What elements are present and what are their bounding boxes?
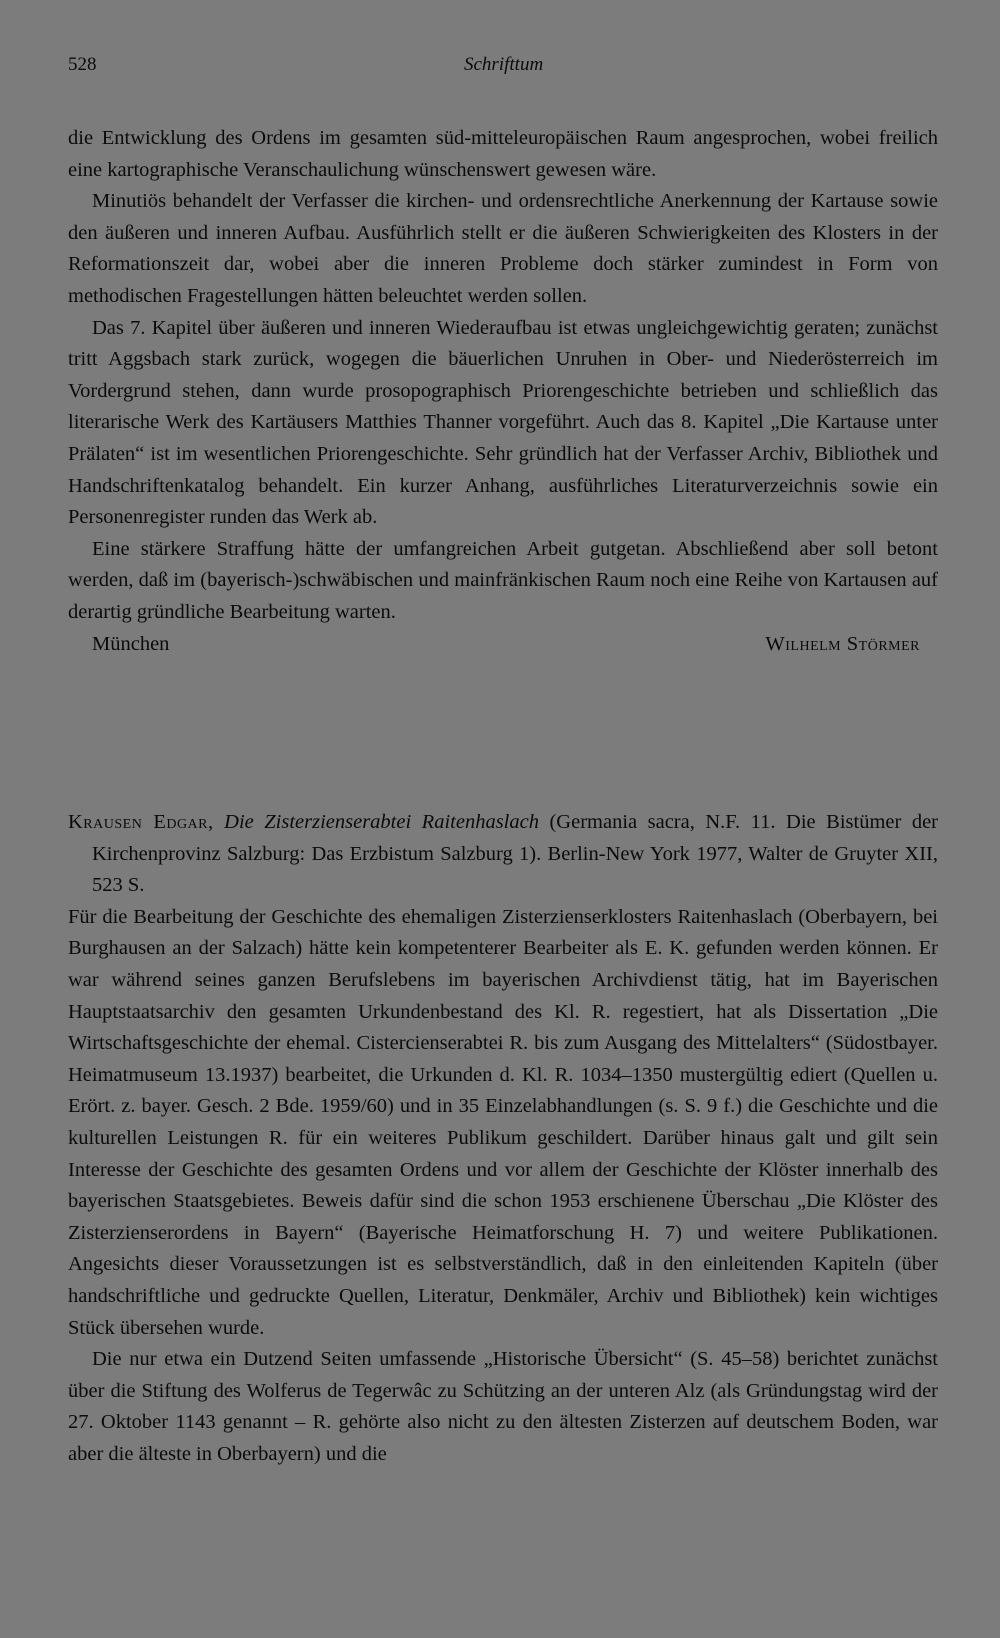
review-stoermer: [68, 123, 938, 660]
paragraph: Eine stärkere Straffung hätte der umfangreichen Arbeit gutgetan. Abschließend aber soll betont werden, daß im (bayerisch-)schwäbischen und mainfränkischen Raum noch eine Reihe von Kartausen auf derartig gründliche Bearbeitung warten.: [68, 537, 938, 623]
bibliographic-entry: [68, 807, 938, 902]
running-title: Schrifttum: [464, 54, 544, 75]
review-krausen: [68, 807, 938, 1470]
review-signature: [68, 629, 938, 661]
book-author: Krausen Edgar,: [68, 811, 214, 833]
paragraph: Minutiös behandelt der Verfasser die kirchen- und ordensrechtliche Anerkennung der Kartause sowie den äußeren und inneren Aufbau. Ausführlich stellt er die äußeren Schwierigkeiten des Klosters in der Reformationszeit dar, wobei aber die inneren Probleme doch stärker zumindest in Form von methodischen Fragestellungen hätten beleuchtet werden sollen.: [68, 190, 938, 307]
book-citation: (Germania sacra, N.F. 11. Die Bistümer der Kirchenprovinz Salzburg: Das Erzbistum Salzburg 1). Berlin-New York 1977, Walter de Gruyter XII, 523 S.: [92, 811, 939, 897]
paragraph: die Entwicklung des Ordens im gesamten süd-mitteleuropäischen Raum angesprochen, wobei freilich eine kartographische Veranschaulichung wünschenswert gewesen wäre.: [68, 127, 938, 181]
paragraph: Die nur etwa ein Dutzend Seiten umfassende „Historische Übersicht“ (S. 45–58) berichtet zunächst über die Stiftung des Wolferus de Tegerwâc zu Schützing an der unteren Alz (als Gründungstag wird der 27. Oktober 1143 genannt – R. gehörte also nicht zu den ältesten Zisterzen auf deutschem Boden, war aber die älteste in Oberbayern) und die: [68, 1348, 938, 1465]
paragraph: Für die Bearbeitung der Geschichte des ehemaligen Zisterzienserklosters Raitenhaslach (Oberbayern, bei Burghausen an der Salzach) hätte kein kompetenterer Bearbeiter als E. K. gefunden werden können. Er war während seines ganzen Berufslebens im bayerischen Archivdienst tätig, hat im Bayerischen Hauptstaatsarchiv den gesamten Urkundenbestand des Kl. R. regestiert, hat als Dissertation „Die Wirtschaftsgeschichte der ehemal. Cistercienserabtei R. bis zum Ausgang des Mittelalters“ (Südostbayer. Heimatmuseum 13.1937) bearbeitet, die Urkunden d. Kl. R. 1034–1350 mustergültig ediert (Quellen u. Erört. z. bayer. Gesch. 2 Bde. 1959/60) und in 35 Einzelabhandlungen (s. S. 9 f.) die Geschichte und die kulturellen Leistungen R. für ein weiteres Publikum geschildert. Darüber hinaus galt und gilt sein Interesse der Geschichte des gesamten Ordens und vor allem der Geschichte der Klöster innerhalb des bayerischen Staatsgebietes. Beweis dafür sind die schon 1953 erschienene Überschau „Die Klöster des Zisterzienserordens in Bayern“ (Bayerische Heimatforschung H. 7) und weitere Publikationen. Angesichts dieser Voraussetzungen ist es selbstverständlich, daß in den einleitenden Kapiteln (über handschriftliche und gedruckte Quellen, Literatur, Denkmäler, Archiv und Bibliothek) kein wichtiges Stück übersehen wurde.: [68, 905, 938, 1339]
page-header: [68, 54, 934, 84]
review-place: München: [92, 632, 170, 655]
paragraph: Das 7. Kapitel über äußeren und inneren Wiederaufbau ist etwas ungleichgewichtig geraten; zunächst tritt Aggsbach stark zurück, wogegen die bäuerlichen Unruhen in Ober- und Niederösterreich im Vordergrund stehen, dann wurde prosopographisch Priorengeschichte betrieben und schließlich das literarische Werk des Kartäusers Matthies Thanner vorgeführt. Auch das 8. Kapitel „Die Kartause unter Prälaten“ ist im wesentlichen Priorengeschichte. Sehr gründlich hat der Verfasser Archiv, Bibliothek und Handschriftenkatalog behandelt. Ein kurzer Anhang, ausführliches Literaturverzeichnis sowie ein Personenregister runden das Werk ab.: [68, 316, 938, 529]
reviewer-name: Wilhelm Störmer: [765, 632, 920, 655]
page-number: 528: [68, 54, 97, 75]
book-title: Die Zisterzienserabtei Raitenhaslach: [224, 811, 539, 833]
